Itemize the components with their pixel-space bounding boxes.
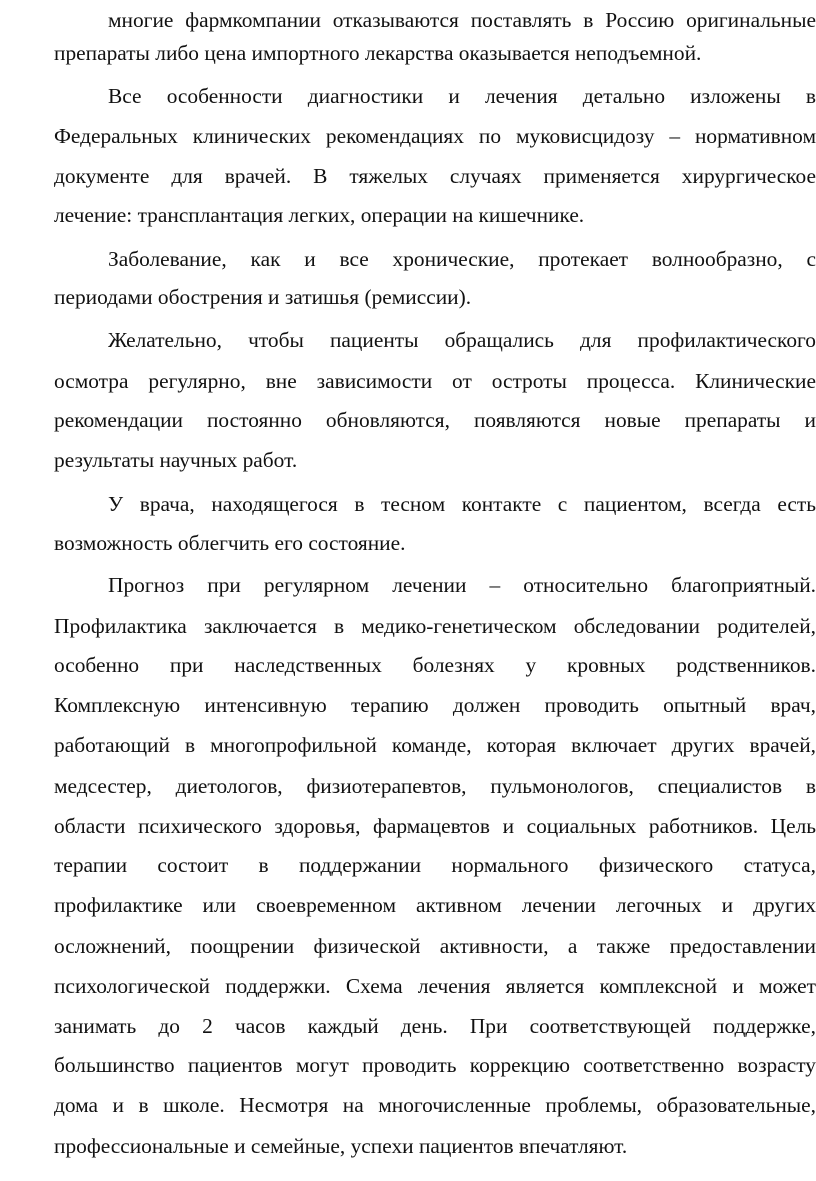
- paragraph-2-line-1: Все особенности диагностики и лечения детально изложены в: [108, 84, 816, 108]
- paragraph-2-line-3: документе для врачей. В тяжелых случаях применяется хирургическое: [54, 164, 816, 188]
- paragraph-3-line-1: Заболевание, как и все хронические, протекает волнообразно, с: [108, 247, 816, 271]
- paragraph-6-line-7: области психического здоровья, фармацевтов и социальных работников. Цель: [54, 814, 816, 838]
- paragraph-1-line-2: препараты либо цена импортного лекарства оказывается неподъемной.: [54, 41, 702, 65]
- paragraph-3-line-2: периодами обострения и затишья (ремиссии).: [54, 285, 472, 309]
- paragraph-6-line-12: занимать до 2 часов каждый день. При соответствующей поддержке,: [54, 1014, 816, 1038]
- paragraph-4-line-3: рекомендации постоянно обновляются, появляются новые препараты и: [54, 408, 816, 432]
- paragraph-6-line-10: осложнений, поощрении физической активности, а также предоставлении: [54, 934, 816, 958]
- paragraph-6-line-2: Профилактика заключается в медико-генетическом обследовании родителей,: [54, 614, 816, 638]
- paragraph-6-line-6: медсестер, диетологов, физиотерапевтов, пульмонологов, специалистов в: [54, 774, 816, 798]
- paragraph-6-line-4: Комплексную интенсивную терапию должен проводить опытный врач,: [54, 693, 816, 717]
- paragraph-6-line-11: психологической поддержки. Схема лечения является комплексной и может: [54, 974, 816, 998]
- paragraph-5-line-2: возможность облегчить его состояние.: [54, 531, 406, 555]
- paragraph-6-line-8: терапии состоит в поддержании нормального физического статуса,: [54, 853, 816, 877]
- paragraph-6-line-3: особенно при наследственных болезнях у кровных родственников.: [54, 653, 816, 677]
- paragraph-5-line-1: У врача, находящегося в тесном контакте с пациентом, всегда есть: [108, 492, 816, 516]
- paragraph-6-line-1: Прогноз при регулярном лечении – относительно благоприятный.: [108, 573, 816, 597]
- paragraph-6-line-13: большинство пациентов могут проводить коррекцию соответственно возрасту: [54, 1053, 816, 1077]
- paragraph-4-line-1: Желательно, чтобы пациенты обращались для профилактического: [108, 328, 816, 352]
- paragraph-6-line-9: профилактике или своевременном активном лечении легочных и других: [54, 893, 816, 917]
- paragraph-6-line-14: дома и в школе. Несмотря на многочисленные проблемы, образовательные,: [54, 1093, 816, 1117]
- paragraph-1-line-1: многие фармкомпании отказываются поставлять в Россию оригинальные: [108, 8, 816, 32]
- paragraph-6-line-5: работающий в многопрофильной команде, которая включает других врачей,: [54, 733, 816, 757]
- paragraph-4-line-2: осмотра регулярно, вне зависимости от остроты процесса. Клинические: [54, 369, 816, 393]
- paragraph-6-line-15: профессиональные и семейные, успехи пациентов впечатляют.: [54, 1134, 628, 1158]
- paragraph-4-line-4: результаты научных работ.: [54, 448, 298, 472]
- paragraph-2-line-2: Федеральных клинических рекомендациях по муковисцидозу – нормативном: [54, 124, 816, 148]
- paragraph-2-line-4: лечение: трансплантация легких, операции на кишечнике.: [54, 203, 585, 227]
